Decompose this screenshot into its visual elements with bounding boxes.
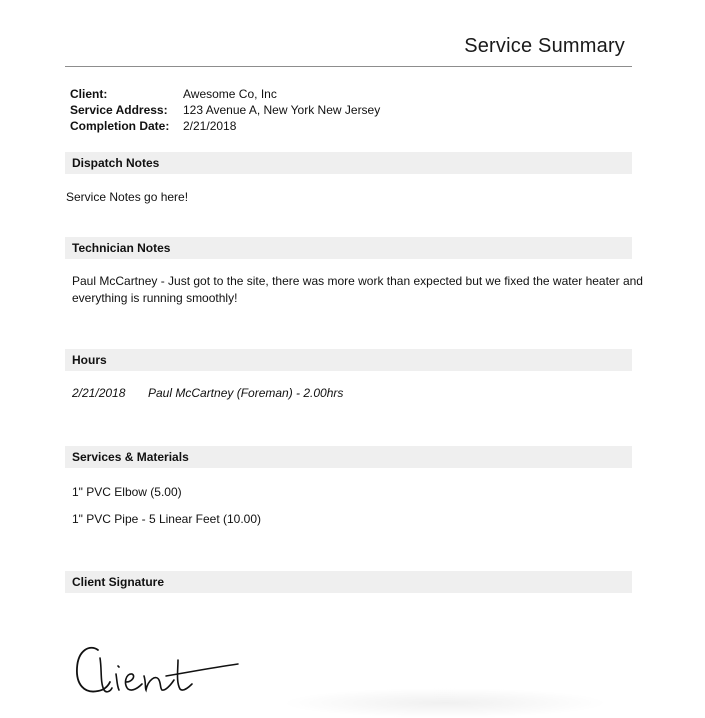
client-label: Client: [70,87,108,101]
services-materials-heading: Services & Materials [65,446,632,468]
hours-entry-date: 2/21/2018 [72,386,126,400]
technician-notes-line: everything is running smoothly! [72,291,238,305]
client-signature-heading: Client Signature [65,571,632,593]
address-label: Service Address: [70,103,168,117]
title-divider [65,66,632,67]
page-shadow [280,688,610,718]
technician-notes-line: Paul McCartney - Just got to the site, there was more work than expected but we fixed the water heater and [72,274,643,288]
client-info [70,86,380,134]
completion-date-value: 2/21/2018 [183,119,237,133]
technician-notes-heading: Technician Notes [65,237,632,259]
date-row [70,118,380,134]
hours-heading: Hours [65,349,632,371]
address-row [70,102,380,118]
material-item: 1" PVC Elbow (5.00) [72,485,182,499]
hours-entry [72,386,343,400]
dispatch-notes-heading: Dispatch Notes [65,152,632,174]
hours-entry-detail: Paul McCartney (Foreman) - 2.00hrs [148,386,344,400]
technician-notes-text [72,273,643,307]
completion-date-label: Completion Date: [70,119,170,133]
material-item: 1" PVC Pipe - 5 Linear Feet (10.00) [72,512,262,526]
client-value: Awesome Co, Inc [183,87,277,101]
address-value: 123 Avenue A, New York New Jersey [183,103,381,117]
page-title: Service Summary [464,35,625,57]
client-signature-image [70,636,260,701]
client-row [70,86,380,102]
dispatch-notes-text: Service Notes go here! [66,190,189,204]
